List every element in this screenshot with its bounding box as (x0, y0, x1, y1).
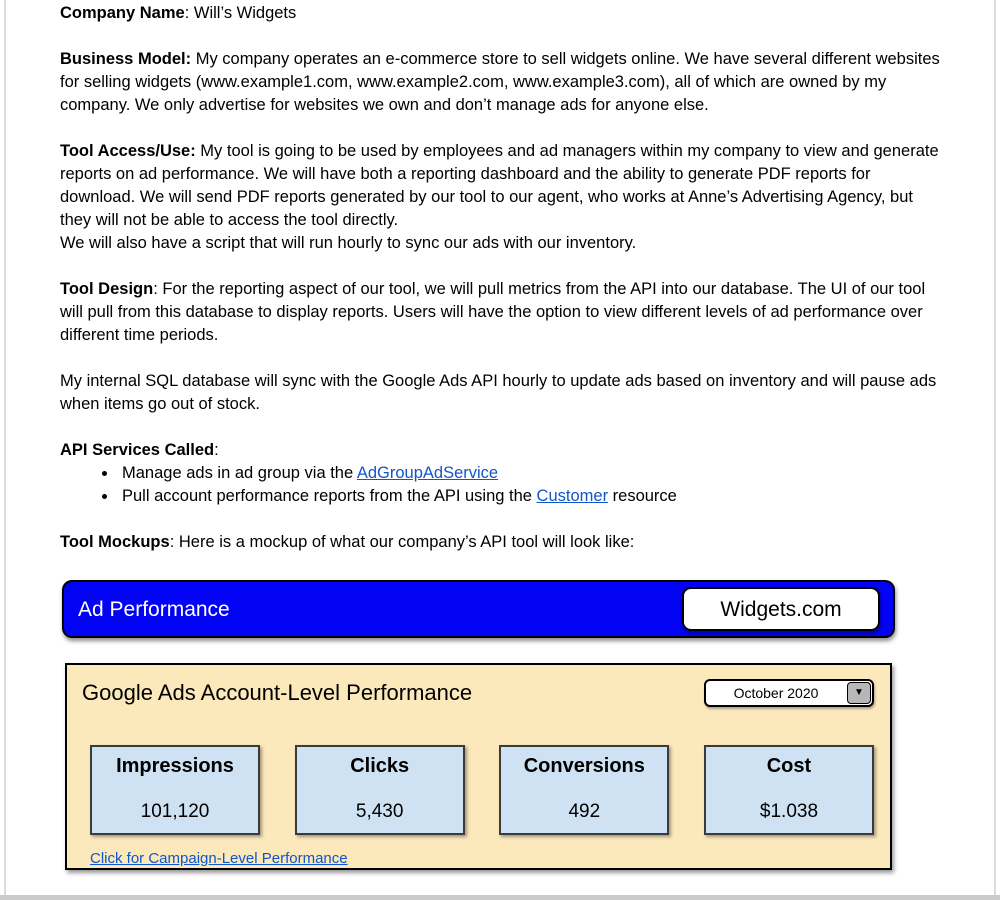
paragraph-company-name (60, 2, 940, 25)
adgroupadservice-link[interactable]: AdGroupAdService (356, 464, 499, 482)
date-dropdown[interactable] (704, 679, 874, 707)
metric-card-impressions (90, 745, 260, 835)
label-separator: : (169, 533, 179, 551)
paragraph-sql-sync (60, 370, 940, 416)
list-item-text: resource (608, 487, 677, 505)
paragraph-tool-design (60, 278, 940, 347)
dropdown-value: October 2020 (733, 684, 819, 701)
panel-link-row (82, 847, 874, 870)
metric-cards-row (82, 745, 874, 835)
customer-link[interactable]: Customer (536, 487, 609, 505)
panel-header (82, 679, 874, 707)
list-item (118, 485, 940, 508)
metric-label: Cost (766, 755, 812, 777)
section-label: Tool Mockups (60, 533, 170, 551)
page-left-border (4, 0, 6, 895)
paragraph-text: My company operates an e-commerce store to sell widgets online. We have several different websites for selling widgets (www.example1.com, www.example2.com, www.example3.com), all of which are owned by my company. We only advertise for websites we own and don’t manage ads for anyone else. (60, 50, 940, 114)
mockup-header-title: Ad Performance (78, 597, 230, 621)
page-right-border (994, 0, 996, 895)
paragraph-text: My tool is going to be used by employees and ad managers within my company to view and generate reports on ad performance. We will have both a reporting dashboard and the ability to generate PDF reports for download. We will send PDF reports generated by our tool to our agent, who works at Anne’s Advertising Agency, but they will not be able to access the tool directly. (60, 142, 939, 229)
metric-value: 5,430 (355, 801, 404, 822)
chevron-down-icon: ▼ (854, 687, 864, 698)
page-bottom-edge (0, 895, 1000, 900)
metric-value: 101,120 (140, 801, 210, 822)
api-services-list (60, 462, 940, 508)
metric-label: Clicks (350, 755, 410, 777)
paragraph-text: My internal SQL database will sync with the Google Ads API hourly to update ads based on inventory and will pause ads when items go out of stock. (60, 372, 937, 413)
paragraph-text-line2: We will also have a script that will run hourly to sync our ads with our inventory. (60, 234, 637, 252)
metric-card-cost (704, 745, 874, 835)
paragraph-tool-access (60, 140, 940, 255)
paragraph-business-model (60, 48, 940, 117)
label-separator: : (184, 4, 194, 22)
section-label: Tool Design (60, 280, 154, 298)
section-label: API Services Called (60, 441, 215, 459)
section-label: Company Name (60, 4, 185, 22)
list-item-text: Pull account performance reports from the API using the (122, 487, 537, 505)
label-separator: : (214, 441, 219, 459)
list-item (118, 462, 940, 485)
metric-card-clicks (295, 745, 465, 835)
campaign-level-link[interactable]: Click for Campaign-Level Performance (90, 850, 348, 867)
paragraph-api-services (60, 439, 940, 462)
site-button-label: Widgets.com (720, 597, 842, 621)
paragraph-tool-mockups (60, 531, 940, 554)
paragraph-text: Here is a mockup of what our company’s API tool will look like: (178, 533, 635, 551)
label-separator: : (153, 280, 163, 298)
metric-value: 492 (568, 801, 601, 822)
site-button[interactable] (682, 587, 880, 631)
metric-label: Impressions (116, 755, 234, 777)
panel-title: Google Ads Account-Level Performance (82, 680, 473, 705)
metric-value: $1.038 (759, 801, 819, 822)
paragraph-text: For the reporting aspect of our tool, we will pull metrics from the API into our database. The UI of our tool will pull from this database to display reports. Users will have the option to view different levels of ad performance over different time periods. (60, 280, 926, 344)
list-item-text: Manage ads in ad group via the (122, 464, 357, 482)
metric-card-conversions (499, 745, 669, 835)
company-name-value: Will’s Widgets (193, 4, 297, 22)
section-label: Tool Access/Use: (60, 142, 196, 160)
section-label: Business Model: (60, 50, 192, 68)
metric-label: Conversions (523, 755, 645, 777)
mockup-panel (65, 663, 892, 870)
dropdown-arrow-button[interactable] (847, 682, 871, 704)
mockup-header-bar (62, 580, 895, 638)
